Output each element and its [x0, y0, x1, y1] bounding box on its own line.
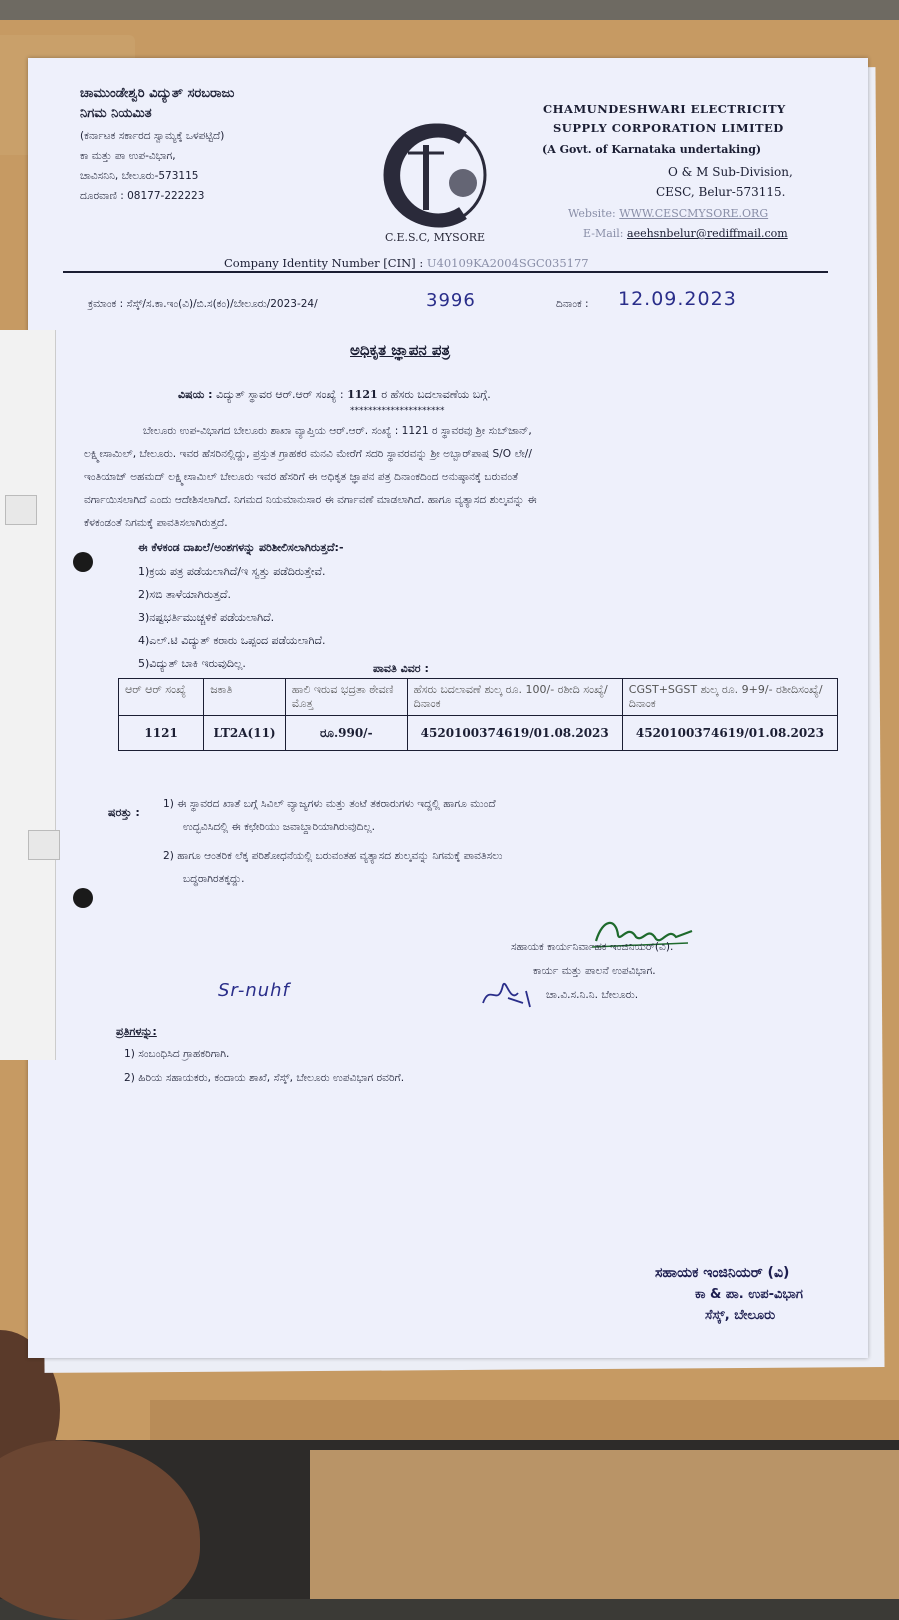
address-en: CESC, Belur-573115.: [656, 185, 786, 199]
website-label: Website:: [568, 207, 616, 220]
cin-label: Company Identity Number [CIN] :: [224, 256, 424, 270]
email-link[interactable]: aeehsnbelur@rediffmail.com: [627, 227, 788, 240]
copy-item-2: 2) ಹಿರಿಯ ಸಹಾಯಕರು, ಕಂದಾಯ ಶಾಖೆ, ಸೆಸ್ಕ್, ಬೇಲೂರು ಉಪವಿಭಾಗ ರವರಿಗೆ.: [124, 1072, 405, 1084]
stamp-line-1: ಸಹಾಯಕ ಇಂಜಿನಿಯರ್ (ವಿ): [655, 1265, 790, 1281]
govt-kn: (ಕರ್ನಾಟಕ ಸರ್ಕಾರದ ಸ್ವಾಮ್ಯಕ್ಕೆ ಒಳಪಟ್ಟಿದೆ): [80, 130, 225, 142]
conditions-label: ಷರತ್ತು :: [108, 806, 140, 819]
body-line-2: ಲಕ್ಷ್ಮೀಸಾಮಿಲ್, ಬೇಲೂರು. ಇವರ ಹೆಸರಿನಲ್ಲಿದ್ದು, ಪ್ರಸ್ತುತ ಗ್ರಾಹಕರ ಮನವಿ ಮೇರೆಗೆ ಸದರಿ ಸ್ಥಾವರವನ್ನು ಶ್ರೀ ಅಬ್ಬಾರ್‌ಪಾಷ S/O ಲೇ//: [84, 448, 532, 460]
letter-page: [28, 58, 868, 1358]
condition-1-line-2: ಉದ್ಭವಿಸಿದಲ್ಲಿ ಈ ಕಛೇರಿಯು ಜವಾಬ್ದಾರಿಯಾಗಿರುವುದಿಲ್ಲ.: [183, 821, 375, 833]
body-line-4: ವರ್ಗಾಯಿಸಲಾಗಿದೆ ಎಂದು ಆದೇಶಿಸಲಾಗಿದೆ. ನಿಗಮದ ನಿಯಮಾನುಸಾರ ಈ ವರ್ಗಾವಣೆ ಮಾಡಲಾಗಿದೆ. ಹಾಗೂ ವ್ಯತ್ಯಾಸದ ಶುಲ್ಕವನ್ನು ಈ: [84, 494, 537, 506]
docs-item-4: 4)ಎಲ್.ಟಿ ವಿದ್ಯುತ್ ಕರಾರು ಒಪ್ಪಂದ ಪಡೆಯಲಾಗಿದೆ.: [138, 634, 326, 647]
page-title: ಅಧಿಕೃತ ಜ್ಞಾಪನ ಪತ್ರ: [350, 341, 451, 359]
value-name-change-receipt: 4520100374619/01.08.2023: [407, 716, 622, 751]
signature-initials: [478, 973, 538, 1013]
cesc-logo: [368, 113, 503, 248]
docs-item-3: 3)ನಷ್ಟಭರ್ತಿಮುಚ್ಚಳಿಕೆ ಪಡೆಯಲಾಗಿದೆ.: [138, 611, 275, 624]
company-name-en-2: SUPPLY CORPORATION LIMITED: [553, 121, 784, 135]
email-row: [583, 227, 788, 240]
stamp-line-3: ಸೆಸ್ಕ್, ಬೇಲೂರು: [705, 1308, 776, 1323]
company-name-en-1: CHAMUNDESHWARI ELECTRICITY: [543, 102, 786, 116]
logo-text: C.E.S.C, MYSORE: [384, 231, 486, 244]
subject-row: [178, 388, 491, 402]
value-gst-receipt: 4520100374619/01.08.2023: [622, 716, 837, 751]
division-en: O & M Sub-Division,: [668, 165, 793, 179]
body-line-3: ಇಂತಿಯಾಜ್ ಅಹಮದ್ ಲಕ್ಷ್ಮೀಸಾಮಿಲ್ ಬೇಲೂರು ಇವರ ಹೆಸರಿಗೆ ಈ ಅಧಿಕೃತ ಜ್ಞಾಪನ ಪತ್ರ ದಿನಾಂಕದಿಂದ ಅನುಷ್ಠಾನಕ್ಕೆ ಬರುವಂತೆ: [84, 471, 519, 483]
docs-item-2: 2)ಸಬಿ ತಾಳೆಯಾಗಿರುತ್ತದೆ.: [138, 588, 231, 601]
punch-hole-bottom: [73, 888, 93, 908]
header-tariff: ಜಕಾತಿ: [204, 679, 286, 716]
date-value: 12.09.2023: [618, 288, 737, 310]
payment-header-row: [119, 679, 838, 716]
value-tariff: LT2A(11): [204, 716, 286, 751]
division-kn: ಕಾ ಮತ್ತು ಪಾ ಉಪ-ವಿಭಾಗ,: [80, 150, 176, 162]
header-rr: ಆರ್ ಆರ್ ಸಂಖ್ಯೆ: [119, 679, 204, 716]
payment-heading: ಪಾವತಿ ವಿವರ :: [373, 662, 429, 675]
payment-value-row: [119, 716, 838, 751]
phone-kn: ದೂರವಾಣಿ : 08177-222223: [80, 190, 205, 202]
header-name-change-fee: ಹೆಸರು ಬದಲಾವಣೆ ಶುಲ್ಕ ರೂ. 100/- ರಶೀದಿ ಸಂಖ್ಯೆ/ದಿನಾಂಕ: [407, 679, 622, 716]
address-kn: ಚಾವಿಸನಿನಿ, ಬೇಲೂರು-573115: [80, 170, 199, 182]
binding-strip: [0, 330, 56, 1060]
website-link[interactable]: WWW.CESCMYSORE.ORG: [619, 207, 769, 220]
binding-tie-bottom: [28, 830, 60, 860]
condition-2-line-2: ಬದ್ಧರಾಗಿರತಕ್ಕದ್ದು.: [183, 873, 245, 885]
ref-number-label: ಕ್ರಮಾಂಕ : ಸೆಸ್ಕ್/ಸ.ಕಾ.ಇಂ(ವಿ)/ಬಿ.ಸ(ಕಂ)/ಬೇಲೂರು/2023-24/: [88, 298, 318, 310]
value-deposit: ರೂ.990/-: [285, 716, 407, 751]
signatory-line-1: ಸಹಾಯಕ ಕಾರ್ಯನಿರ್ವಾಹಕ ಇಂಜಿನಿಯರ್(ವಿ).: [511, 941, 674, 953]
subject-text-pre: ವಿದ್ಯುತ್ ಸ್ಥಾವರ ಆರ್.ಆರ್ ಸಂಖ್ಯೆ :: [216, 388, 344, 401]
value-rr: 1121: [119, 716, 204, 751]
ref-number-value: 3996: [426, 290, 476, 311]
official-stamp: [655, 1265, 803, 1323]
condition-2-line-1: 2) ಹಾಗೂ ಆಂತರಿಕ ಲೆಕ್ಕ ಪರಿಶೋಧನೆಯಲ್ಲಿ ಬರುವಂತಹ ವ್ಯತ್ಯಾಸದ ಶುಲ್ಕವನ್ನು ನಿಗಮಕ್ಕೆ ಪಾವತಿಸಲು: [163, 850, 503, 862]
subject-stars: *********************: [350, 406, 445, 416]
subject-text-post: ರ ಹೆಸರು ಬದಲಾವಣೆಯ ಬಗ್ಗೆ.: [381, 388, 491, 401]
copies-label: ಪ್ರತಿಗಳನ್ನು:: [116, 1025, 157, 1038]
docs-item-5: 5)ವಿದ್ಯುತ್ ಬಾಕಿ ಇರುವುದಿಲ್ಲ.: [138, 657, 246, 670]
docs-item-1: 1)ಕ್ರಯ ಪತ್ರ ಪಡೆಯಲಾಗಿದೆ/ಇ ಸ್ವತ್ತು ಪಡೆದಿರುತ್ತೇವೆ.: [138, 565, 326, 578]
body-line-5: ಕೆಳಕಂಡಂತೆ ನಿಗಮಕ್ಕೆ ಪಾವತಿಸಲಾಗಿರುತ್ತದೆ.: [84, 517, 228, 529]
condition-1-line-1: 1) ಈ ಸ್ಥಾವರದ ಖಾತೆ ಬಗ್ಗೆ ಸಿವಿಲ್ ವ್ಯಾಜ್ಯಗಳು ಮತ್ತು ತಂಟೆ ತಕರಾರುಗಳು ಇದ್ದಲ್ಲಿ ಹಾಗೂ ಮುಂದೆ: [163, 798, 496, 810]
subject-label: ವಿಷಯ :: [178, 388, 213, 401]
copy-item-1: 1) ಸಂಬಂಧಿಸಿದ ಗ್ರಾಹಕರಿಗಾಗಿ.: [124, 1048, 230, 1060]
header-gst-fee: CGST+SGST ಶುಲ್ಕ ರೂ. 9+9/- ರಶೀದಿಸಂಖ್ಯೆ/ದಿನಾಂಕ: [622, 679, 837, 716]
date-label: ದಿನಾಂಕ :: [556, 298, 589, 310]
cin-row: [220, 256, 593, 270]
website-row: [568, 207, 768, 220]
signatory-line-2: ಕಾರ್ಯ ಮತ್ತು ಪಾಲನೆ ಉಪವಿಭಾಗ.: [533, 965, 656, 977]
company-name-kn-2: ನಿಗಮ ನಿಯಮಿತ: [80, 106, 152, 121]
company-name-kn-1: ಚಾಮುಂಡೇಶ್ವರಿ ವಿದ್ಯುತ್ ಸರಬರಾಜು: [80, 86, 235, 101]
subject-rr: 1121: [347, 388, 378, 401]
signature-left: Sr-nuhf: [218, 980, 290, 1001]
body-line-1: ಬೇಲೂರು ಉಪ-ವಿಭಾಗದ ಬೇಲೂರು ಶಾಖಾ ವ್ಯಾಪ್ತಿಯ ಆರ್.ಆರ್. ಸಂಖ್ಯೆ : 1121 ರ ಸ್ಥಾವರವು ಶ್ರೀ ಸುಬ್‌ಜಾನ್,: [143, 425, 532, 437]
govt-en: (A Govt. of Karnataka undertaking): [542, 143, 762, 156]
payment-table: [118, 678, 838, 751]
header-deposit: ಹಾಲಿ ಇರುವ ಭದ್ರತಾ ಠೇವಣಿ ಮೊತ್ತ: [285, 679, 407, 716]
stamp-line-2: ಕಾ & ಪಾ. ಉಪ-ವಿಭಾಗ: [695, 1287, 803, 1302]
docs-intro: ಈ ಕೆಳಕಂಡ ದಾಖಲೆ/ಅಂಶಗಳನ್ನು ಪರಿಶೀಲಿಸಲಾಗಿರುತ್ತದೆ:-: [138, 541, 344, 554]
binding-tie-top: [5, 495, 37, 525]
background-board: [310, 1450, 899, 1599]
header-divider: [63, 271, 828, 273]
cin-value: U40109KA2004SGC035177: [426, 256, 589, 270]
signatory-line-3: ಚಾ.ವಿ.ಸ.ನಿ.ನಿ. ಬೇಲೂರು.: [546, 989, 639, 1001]
email-label: E-Mail:: [583, 227, 624, 240]
punch-hole-top: [73, 552, 93, 572]
